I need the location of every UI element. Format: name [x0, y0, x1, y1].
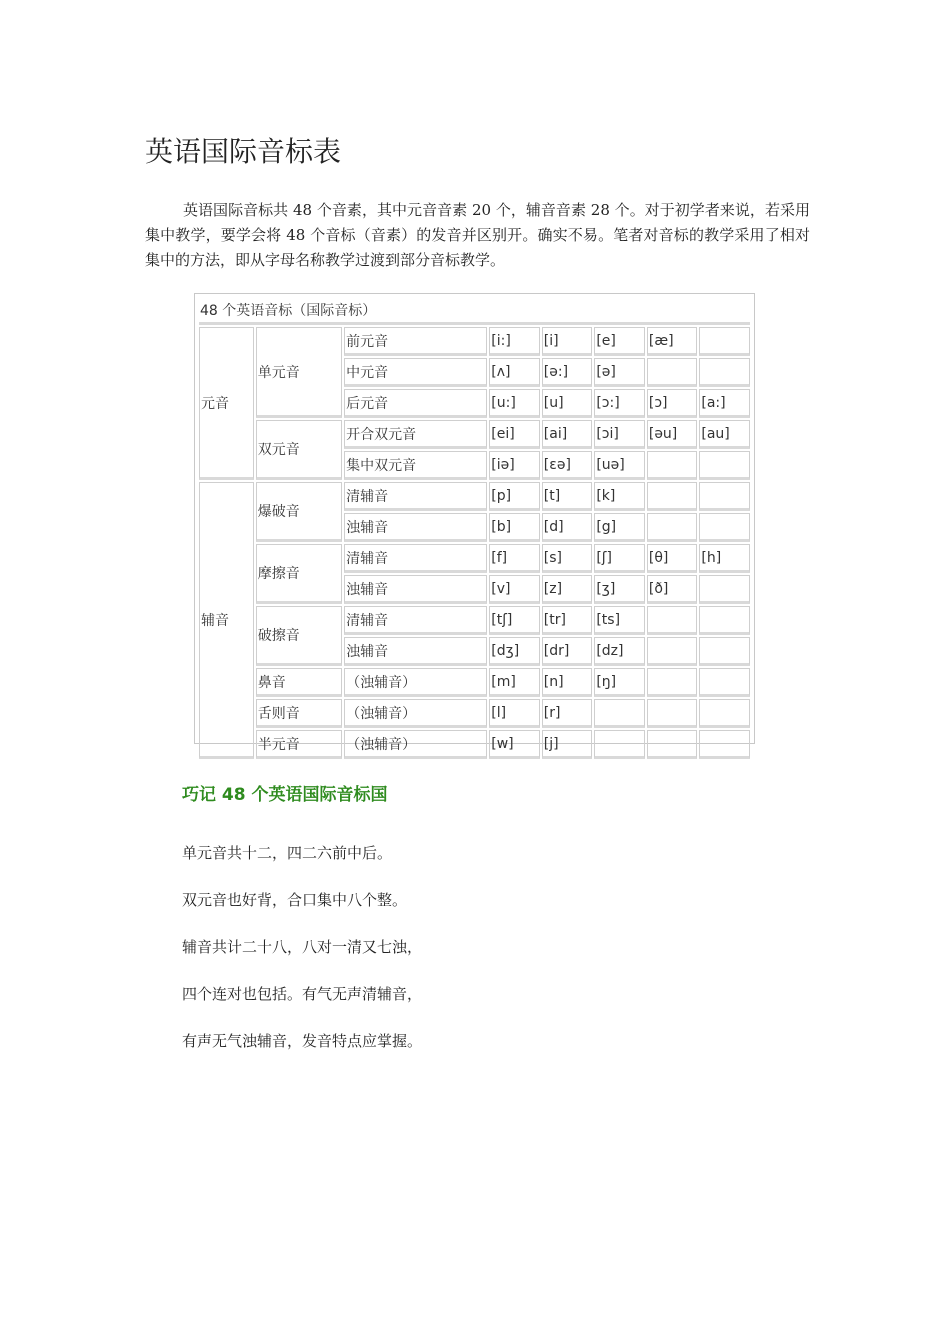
phoneme-cell: [ə:]: [542, 358, 593, 387]
phoneme-cell: [iə]: [489, 451, 540, 480]
type-voiced-note: （浊辅音）: [344, 730, 487, 759]
phoneme-cell: [ʃ]: [594, 544, 645, 573]
ipa-table-container: [194, 293, 755, 753]
phoneme-cell: [e]: [594, 327, 645, 356]
table-row: [199, 606, 750, 635]
phoneme-cell: [699, 668, 750, 697]
type-closing: 开合双元音: [344, 420, 487, 449]
table-row: [199, 327, 750, 356]
phoneme-cell: [tʃ]: [489, 606, 540, 635]
phoneme-cell: [ŋ]: [594, 668, 645, 697]
type-voiced: 浊辅音: [344, 513, 487, 542]
phoneme-cell: [699, 606, 750, 635]
mnemonic-heading: 巧记 48 个英语国际音标国: [182, 785, 388, 805]
phoneme-cell: [699, 637, 750, 666]
table-caption: 48 个英语音标（国际音标）: [199, 298, 750, 325]
phoneme-cell: [k]: [594, 482, 645, 511]
phoneme-cell: [dr]: [542, 637, 593, 666]
table-row: [199, 482, 750, 511]
poem-line: 双元音也好背，合口集中八个整。: [182, 891, 408, 909]
phoneme-cell: [tr]: [542, 606, 593, 635]
phoneme-cell: [i:]: [489, 327, 540, 356]
phoneme-cell: [ʌ]: [489, 358, 540, 387]
phoneme-cell: [699, 730, 750, 759]
type-central: 中元音: [344, 358, 487, 387]
phoneme-cell: [æ]: [647, 327, 698, 356]
phoneme-cell: [r]: [542, 699, 593, 728]
poem-line: 辅音共计二十八，八对一清又七浊，: [182, 938, 423, 956]
subcategory-diphthong: 双元音: [256, 420, 342, 480]
phoneme-cell: [699, 699, 750, 728]
phoneme-cell: [647, 730, 698, 759]
phoneme-cell: [f]: [489, 544, 540, 573]
subcategory-nasal: 鼻音: [256, 668, 342, 697]
phoneme-cell: [ei]: [489, 420, 540, 449]
phoneme-cell: [v]: [489, 575, 540, 604]
phoneme-cell: [j]: [542, 730, 593, 759]
phoneme-cell: [εə]: [542, 451, 593, 480]
phoneme-cell: [699, 513, 750, 542]
phoneme-cell: [594, 730, 645, 759]
phoneme-cell: [647, 637, 698, 666]
phoneme-cell: [h]: [699, 544, 750, 573]
phoneme-cell: [ts]: [594, 606, 645, 635]
phoneme-cell: [647, 358, 698, 387]
phoneme-cell: [əu]: [647, 420, 698, 449]
phoneme-cell: [t]: [542, 482, 593, 511]
phoneme-cell: [θ]: [647, 544, 698, 573]
phoneme-cell: [a:]: [699, 389, 750, 418]
phoneme-cell: [au]: [699, 420, 750, 449]
type-voiceless: 清辅音: [344, 606, 487, 635]
type-voiced-note: （浊辅音）: [344, 699, 487, 728]
phoneme-cell: [u]: [542, 389, 593, 418]
phoneme-cell: [g]: [594, 513, 645, 542]
phoneme-cell: [647, 699, 698, 728]
phoneme-cell: [647, 668, 698, 697]
type-voiced: 浊辅音: [344, 575, 487, 604]
type-centering: 集中双元音: [344, 451, 487, 480]
phoneme-cell: [m]: [489, 668, 540, 697]
phoneme-cell: [699, 358, 750, 387]
phoneme-cell: [647, 482, 698, 511]
table-row: [199, 544, 750, 573]
phoneme-cell: [dʒ]: [489, 637, 540, 666]
page-title: 英语国际音标表: [145, 135, 342, 168]
phoneme-cell: [594, 699, 645, 728]
table-row: [199, 699, 750, 728]
phoneme-cell: [u:]: [489, 389, 540, 418]
ipa-table: [197, 296, 752, 761]
subcategory-monophthong: 单元音: [256, 327, 342, 418]
phoneme-cell: [n]: [542, 668, 593, 697]
phoneme-cell: [d]: [542, 513, 593, 542]
phoneme-cell: [i]: [542, 327, 593, 356]
type-back: 后元音: [344, 389, 487, 418]
category-consonant: 辅音: [199, 482, 254, 759]
phoneme-cell: [l]: [489, 699, 540, 728]
phoneme-cell: [s]: [542, 544, 593, 573]
phoneme-cell: [699, 451, 750, 480]
type-front: 前元音: [344, 327, 487, 356]
subcategory-plosive: 爆破音: [256, 482, 342, 542]
phoneme-cell: [w]: [489, 730, 540, 759]
table-row: [199, 668, 750, 697]
table-row: [199, 730, 750, 759]
phoneme-cell: [dz]: [594, 637, 645, 666]
subcategory-affricate: 破擦音: [256, 606, 342, 666]
phoneme-cell: [ʒ]: [594, 575, 645, 604]
phoneme-cell: [z]: [542, 575, 593, 604]
type-voiceless: 清辅音: [344, 544, 487, 573]
phoneme-cell: [b]: [489, 513, 540, 542]
table-row: [199, 420, 750, 449]
phoneme-cell: [ɔi]: [594, 420, 645, 449]
phoneme-cell: [699, 482, 750, 511]
type-voiced: 浊辅音: [344, 637, 487, 666]
poem-line: 四个连对也包括。有气无声清辅音，: [182, 985, 423, 1003]
intro-paragraph: 英语国际音标共 48 个音素，其中元音音素 20 个，辅音音素 28 个。对于初学者来说，若采用集中教学，要学会将 48 个音标（音素）的发音并区别开。确实不易。笔者对音标的教学采用了相对集中的方法，即从字母名称教学过渡到部分音标教学。: [145, 201, 810, 269]
phoneme-cell: [699, 575, 750, 604]
phoneme-cell: [647, 451, 698, 480]
phoneme-cell: [ɔ]: [647, 389, 698, 418]
type-voiceless: 清辅音: [344, 482, 487, 511]
phoneme-cell: [647, 606, 698, 635]
subcategory-fricative: 摩擦音: [256, 544, 342, 604]
poem-line: 单元音共十二，四二六前中后。: [182, 844, 393, 862]
subcategory-lateral: 舌则音: [256, 699, 342, 728]
category-vowel: 元音: [199, 327, 254, 480]
phoneme-cell: [ɔ:]: [594, 389, 645, 418]
phoneme-cell: [p]: [489, 482, 540, 511]
type-voiced-note: （浊辅音）: [344, 668, 487, 697]
phoneme-cell: [699, 327, 750, 356]
phoneme-cell: [ə]: [594, 358, 645, 387]
poem-line: 有声无气浊辅音，发音特点应掌握。: [182, 1032, 423, 1050]
phoneme-cell: [647, 513, 698, 542]
subcategory-semivowel: 半元音: [256, 730, 342, 759]
phoneme-cell: [uə]: [594, 451, 645, 480]
phoneme-cell: [ai]: [542, 420, 593, 449]
phoneme-cell: [ð]: [647, 575, 698, 604]
